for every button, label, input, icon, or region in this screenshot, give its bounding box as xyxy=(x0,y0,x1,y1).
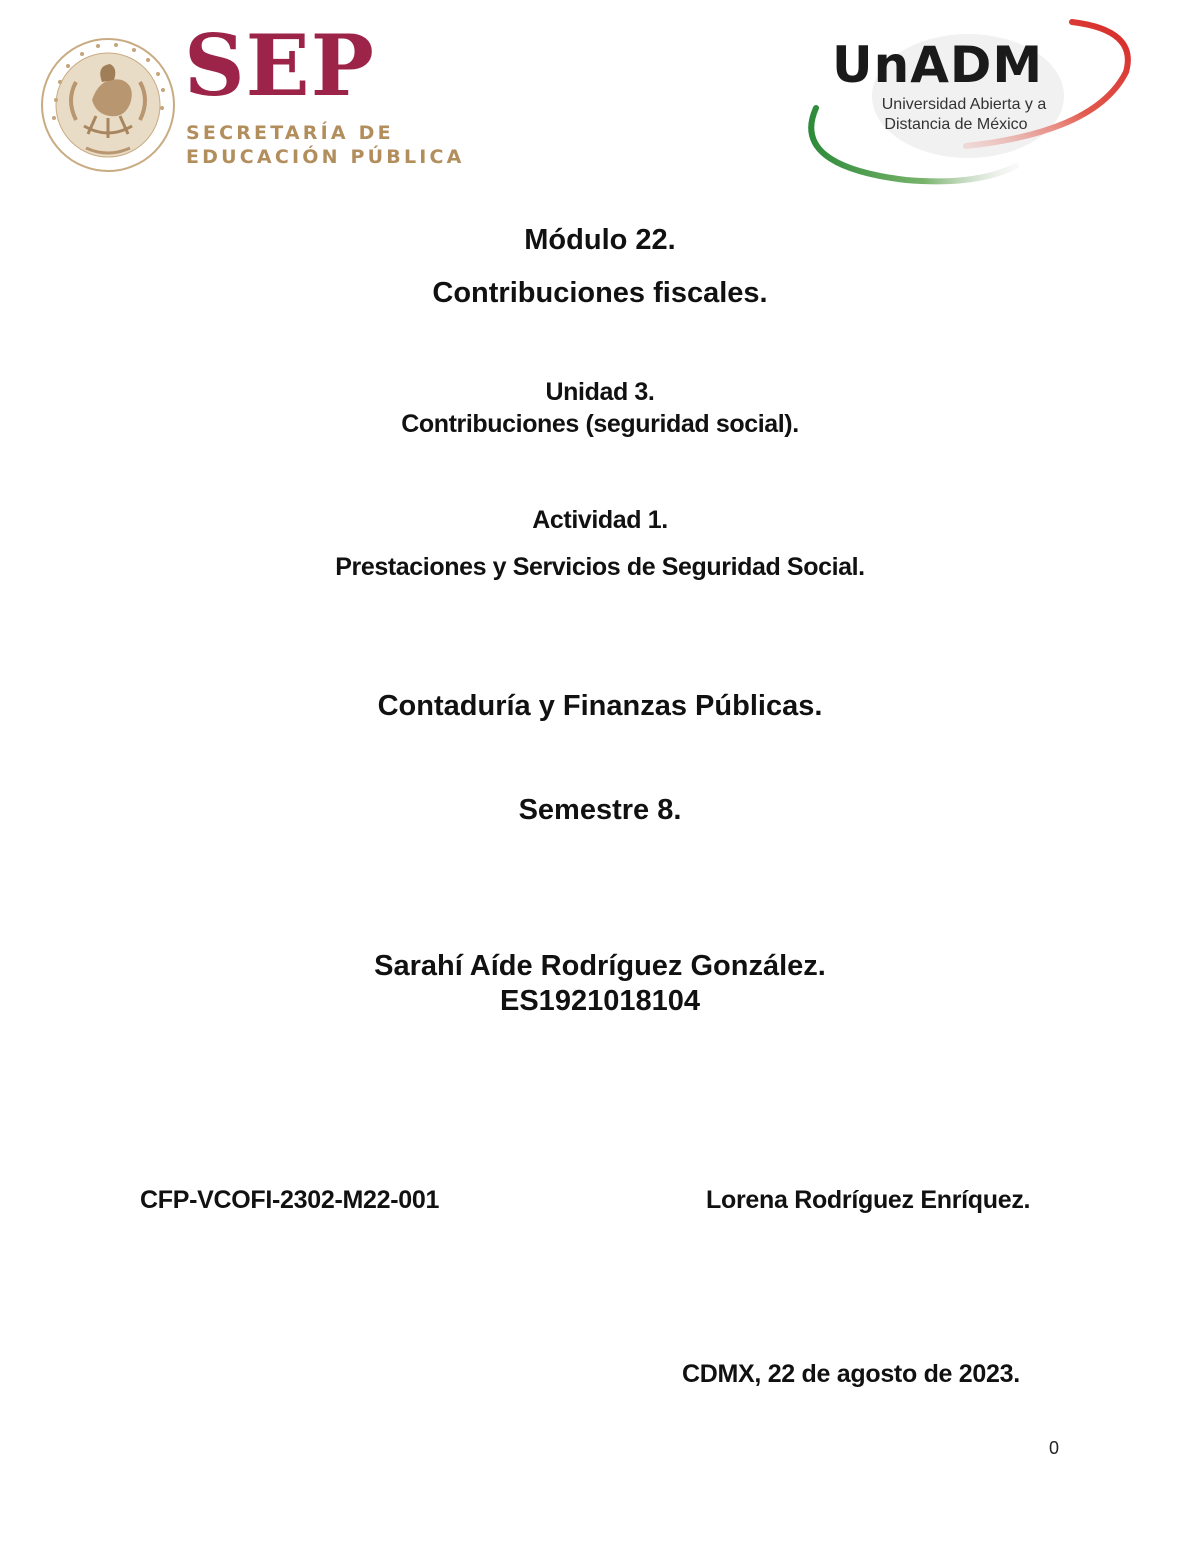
module-title: Contribuciones fiscales. xyxy=(432,277,768,309)
semester: Semestre 8. xyxy=(518,794,682,826)
activity-number: Actividad 1. xyxy=(532,506,668,534)
sep-subtitle-line1: SECRETARÍA DE xyxy=(186,122,394,144)
unadm-logo xyxy=(796,16,1136,186)
student-name: Sarahí Aíde Rodríguez González. xyxy=(374,950,826,982)
module-number: Módulo 22. xyxy=(524,224,676,256)
unadm-acronym: UnADM xyxy=(832,36,1044,94)
student-id: ES1921018104 xyxy=(500,985,700,1017)
sep-acronym: SEP xyxy=(184,16,375,115)
mexican-coat-of-arms-seal xyxy=(36,30,181,175)
teacher-name: Lorena Rodríguez Enríquez. xyxy=(706,1186,1031,1214)
activity-title: Prestaciones y Servicios de Seguridad Social. xyxy=(335,553,865,581)
unit-number: Unidad 3. xyxy=(545,378,655,406)
unadm-subtitle-line2: Distancia de México xyxy=(884,116,1028,133)
place-and-date: CDMX, 22 de agosto de 2023. xyxy=(682,1360,1020,1388)
page-number: 0 xyxy=(1049,1438,1060,1458)
career-name: Contaduría y Finanzas Públicas. xyxy=(377,690,823,722)
group-code: CFP-VCOFI-2302-M22-001 xyxy=(140,1186,440,1214)
unit-title: Contribuciones (seguridad social). xyxy=(401,410,799,438)
sep-subtitle-line2: EDUCACIÓN PÚBLICA xyxy=(186,146,465,168)
unadm-subtitle-line1: Universidad Abierta y a xyxy=(881,96,1047,113)
sep-logo xyxy=(36,16,465,175)
